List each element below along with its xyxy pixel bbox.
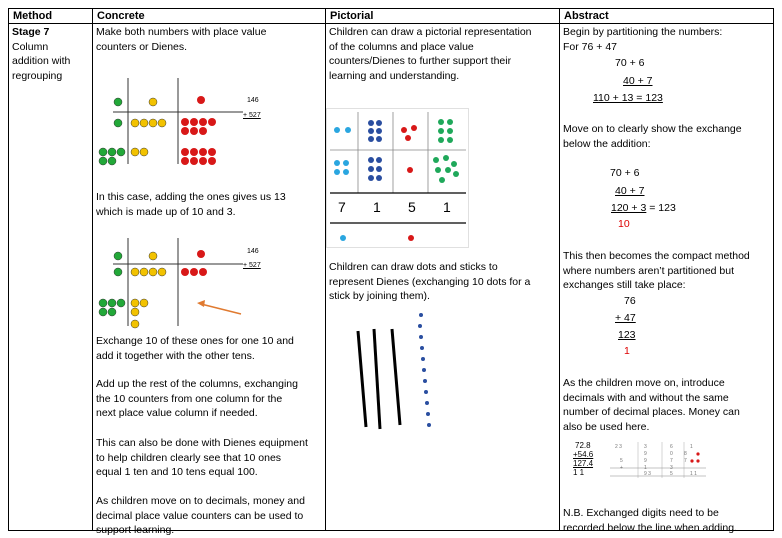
svg-text:5: 5 [620,458,623,464]
svg-text:8: 8 [684,451,687,457]
svg-text:9 3: 9 3 [644,471,651,477]
partition-line: 40 + 7 [623,75,653,87]
exchange-line: 70 + 6 [610,167,640,179]
abstract-cell [560,24,774,534]
svg-text:1 1: 1 1 [690,471,697,477]
exchange-result [611,201,676,216]
text-line: Children can draw dots and sticks to [329,261,498,273]
text-line: the 10 counters from one column for the [96,392,283,405]
text-line: support learning. [96,524,175,536]
svg-text:7: 7 [670,458,673,464]
text-line: As children move on to decimals, money and [96,495,305,507]
decimal-answer: 127.4 [573,459,594,468]
abstract-decimals-text [563,376,740,434]
pictorial-dots-text [329,260,530,304]
digit: 5 [408,199,416,215]
compact-answer: 123 [618,329,636,341]
exchange-line: 40 + 7 [615,185,645,197]
decimal-counters-grid [610,442,710,480]
text-line: As the children move on, introduce [563,377,725,389]
decimal-example [573,441,593,477]
concrete-intro [96,25,266,54]
stage-row [9,24,774,531]
text-line: next place value column if needed. [96,407,258,419]
text-line: number of decimal places. Money can [563,406,740,418]
text-line: This can also be done with Dienes equipment [96,437,308,449]
digit: 7 [338,199,346,215]
text-line: equal 1 ten and 10 tens equal 100. [96,466,258,478]
method-line: Column [12,40,49,53]
pictorial-place-value-grid [326,108,560,248]
svg-text:7: 7 [684,458,687,464]
digit: 1 [373,199,381,215]
text-line: represent Dienes (exchanging 10 dots for a [329,275,531,288]
concrete-add-text [96,377,298,421]
concrete-dienes-text [96,436,308,480]
concrete-cell [93,24,326,536]
ones-counters [181,96,216,165]
exchange-counters-diagram [93,234,326,334]
header-abstract: Abstract [560,9,774,24]
header-method: Method [9,9,93,24]
svg-text:+: + [620,465,623,471]
svg-text:9: 9 [644,451,647,457]
concrete-decimals-text [96,494,305,538]
partition-line: 70 + 6 [615,57,645,69]
text-line: of the columns and place value [329,40,474,53]
text-line: decimal place value counters can be used to [96,509,304,522]
text-line: learning and understanding. [329,69,460,82]
pictorial-intro [329,25,532,83]
dots-and-sticks-drawing [326,309,560,439]
exchange-carry: 10 [618,218,630,230]
place-value-counters-diagram [93,72,326,172]
text-line: add it together with the other tens. [96,349,255,362]
text-line: For 76 + 47 [563,40,617,53]
text-line: where numbers aren’t partitioned but [563,264,735,277]
svg-text:3: 3 [670,465,673,471]
abstract-intro [563,25,722,54]
text-line: This then becomes the compact method [563,250,750,262]
text-line: Add up the rest of the columns, exchanging [96,378,298,390]
exchange-sum: 120 + 3 [611,202,647,214]
text-line: counters/Dienes to further support their [329,55,512,67]
text-line: which is made up of 10 and 3. [96,205,236,218]
text-line: exchanges still take place: [563,279,686,291]
text-line: counters or Dienes. [96,40,188,53]
partition-result: 110 + 13 = 123 [593,92,663,104]
hundreds-counters [99,98,125,165]
text-line: also be used here. [563,420,650,433]
compact-carry: 1 [624,345,630,357]
decimal-top: 72.8 [575,441,591,450]
abstract-note [563,506,737,535]
text-line: decimals with and without the same [563,391,729,404]
abstract-compact-text [563,249,750,293]
tens-counters [131,98,166,156]
decimal-bottom: +54.6 [573,450,594,459]
pictorial-cell [326,24,560,531]
text-line: N.B. Exchanged digits need to be [563,507,719,519]
diagram1-top-number: 146 [247,97,259,104]
stage-label: Stage 7 [12,26,50,38]
abstract-exchange-text [563,122,742,151]
text-line: to help children clearly see that 10 ones [96,451,282,464]
diagram1-bottom-number: + 527 [243,112,261,119]
header-concrete: Concrete [93,9,326,24]
diagram2-bottom-number: + 527 [243,262,261,269]
compact-top: 76 [624,295,636,307]
concrete-exchange-text [96,334,294,363]
concrete-middle-text [96,190,286,219]
header-pictorial: Pictorial [326,9,560,24]
header-row [9,9,774,24]
text-line: Children can draw a pictorial representation [329,26,532,38]
svg-text:5: 5 [670,471,673,477]
method-cell [9,24,93,531]
method-line: regrouping [12,69,63,82]
decimal-carry: 1 1 [573,468,585,477]
text-line: stick by joining them). [329,290,430,302]
text-line: recorded below the line when adding. [563,521,737,534]
diagram2-top-number: 146 [247,248,259,255]
exchange-arrow [201,304,241,314]
text-line: Begin by partitioning the numbers: [563,26,723,38]
calculation-policy-table [8,8,774,536]
method-line: addition with [12,55,71,67]
svg-text:2 3: 2 3 [615,444,622,450]
exchange-total: = 123 [646,202,676,214]
text-line: Move on to clearly show the exchange [563,123,742,135]
text-line: below the addition: [563,137,651,150]
svg-text:0: 0 [670,451,673,457]
digit: 1 [443,199,451,215]
svg-text:9: 9 [644,458,647,464]
svg-text:3: 3 [644,444,647,450]
text-line: Exchange 10 of these ones for one 10 and [96,335,294,347]
svg-text:6: 6 [670,444,673,450]
text-line: In this case, adding the ones gives us 13 [96,191,286,203]
svg-text:1: 1 [644,465,647,471]
svg-text:1: 1 [690,444,693,450]
compact-bottom: + 47 [615,312,636,324]
text-line: Make both numbers with place value [96,26,267,38]
